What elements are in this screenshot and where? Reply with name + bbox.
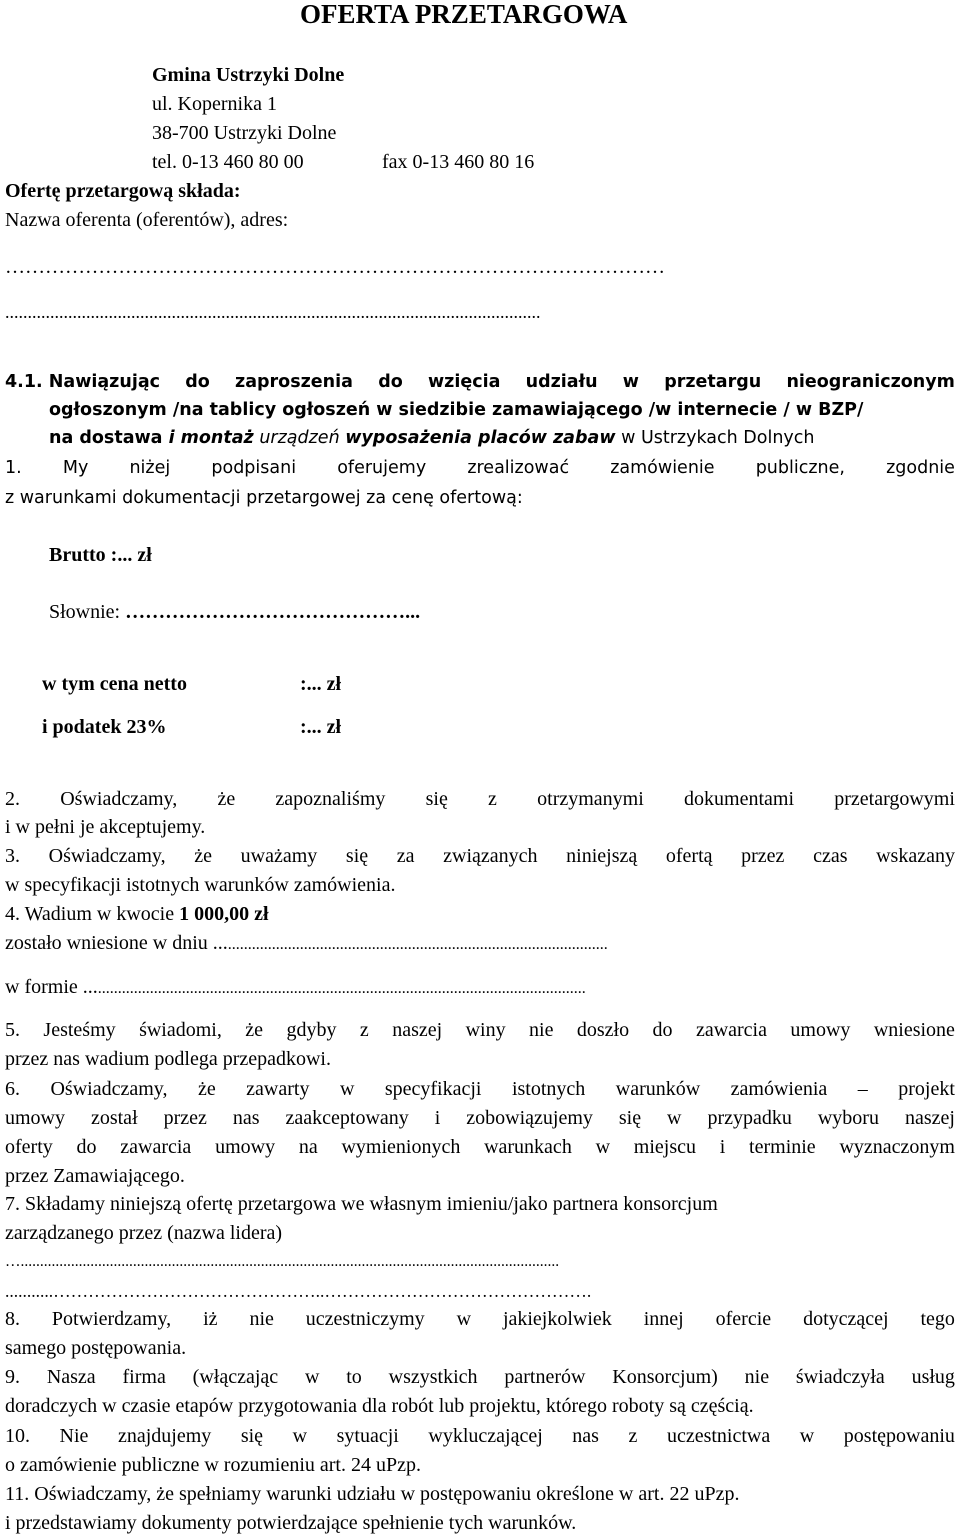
word: My [62, 458, 89, 478]
word: sytuacji [336, 1425, 399, 1447]
word: Jesteśmy [43, 1019, 116, 1041]
word: w [304, 1366, 320, 1388]
price-netto-label: w tym cena netto [42, 673, 187, 695]
paragraph-10-line-2: o zamówienie publiczne w rozumieniu art. 24 uPzp. [5, 1454, 421, 1476]
word: do [378, 372, 403, 392]
word: w [456, 1308, 472, 1330]
word: i [434, 1107, 441, 1129]
word: innej [643, 1308, 684, 1330]
word: 5. [5, 1019, 20, 1041]
paragraph-4-line-3 [5, 975, 586, 1001]
word: Nasza [46, 1366, 96, 1388]
paragraph-1-line-2: z warunkami dokumentacji przetargowej za cenę ofertową: [5, 488, 523, 508]
offeror-heading: Ofertę przetargową składa: [5, 180, 241, 202]
word: że [197, 1078, 216, 1100]
word: warunków [615, 1078, 701, 1100]
paragraph-6-line-3 [5, 1135, 955, 1159]
paragraph-3-line-2: w specyfikacji istotnych warunków zamówienia. [5, 874, 396, 896]
word: przypadku [707, 1107, 792, 1129]
word: nieograniczonym [786, 372, 955, 392]
paragraph-5-line-1 [5, 1018, 955, 1042]
word: się [240, 1425, 264, 1447]
paragraph-7-line-2: zarządzanego przez (nazwa lidera) [5, 1222, 283, 1244]
word: że [245, 1019, 264, 1041]
word: i [719, 1136, 726, 1158]
paragraph-8-line-2: samego postępowania. [5, 1337, 187, 1359]
word: terminie [749, 1136, 816, 1158]
recipient-fax: fax 0-13 460 80 16 [382, 151, 535, 173]
word: umowy [790, 1019, 851, 1041]
word: do [652, 1019, 673, 1041]
word: przez [741, 845, 785, 867]
word: 6. [5, 1078, 20, 1100]
word: partnerów [504, 1366, 586, 1388]
word: nas [232, 1107, 260, 1129]
word: 9. [5, 1366, 20, 1388]
paragraph-11-line-1: 11. Oświadczamy, że spełniamy warunki udziału w postępowaniu określone w art. 22 uPzp. [5, 1483, 740, 1505]
word: miejscu [633, 1136, 696, 1158]
word: uważamy [240, 845, 318, 867]
word: wniesione [873, 1019, 955, 1041]
word: umowy [215, 1136, 276, 1158]
word: wyznaczonym [839, 1136, 955, 1158]
word: specyfikacji [384, 1078, 482, 1100]
word: zamówienie [610, 458, 715, 478]
word: wskazany [876, 845, 955, 867]
word: w [622, 372, 639, 392]
word: wszystkich [388, 1366, 478, 1388]
word: Oświadczamy, [48, 845, 166, 867]
word: niniejszą [566, 845, 638, 867]
paragraph-1-line-1 [5, 456, 955, 480]
word: zawarcia [695, 1019, 767, 1041]
word: uczestniczymy [305, 1308, 425, 1330]
word: ofercie [715, 1308, 772, 1330]
word: z [628, 1425, 638, 1447]
word: Oświadczamy, [60, 788, 178, 810]
word: 10. [5, 1425, 30, 1447]
word: 4.1. Nawiązując [5, 372, 160, 392]
word: się [425, 788, 448, 810]
word: nie [249, 1308, 274, 1330]
word: dotyczącej [803, 1308, 889, 1330]
word: w [339, 1078, 355, 1100]
word: zapoznaliśmy [275, 788, 386, 810]
word: Konsorcjum) [612, 1366, 718, 1388]
word: w [667, 1107, 682, 1129]
price-brutto: Brutto :... zł [49, 544, 152, 566]
word: że [217, 788, 236, 810]
intro-line-1 [5, 370, 955, 394]
word: naszej [392, 1019, 443, 1041]
paragraph-9-line-2: doradczych w czasie etapów przygotowania dla robót lub projektu, którego roboty są częścią. [5, 1395, 754, 1417]
word: został [90, 1107, 138, 1129]
word: związanych [443, 845, 538, 867]
paragraph-4-line-2 [5, 931, 608, 957]
word: istotnych [511, 1078, 586, 1100]
word: się [618, 1107, 642, 1129]
intro-line-3-e: w Ustrzykach Dolnych [615, 428, 815, 448]
word: 2. [5, 788, 20, 810]
word: firma [122, 1366, 166, 1388]
word: w [799, 1425, 815, 1447]
paragraph-3-line-1 [5, 844, 955, 868]
word: zawarcia [120, 1136, 192, 1158]
word: (włączając [192, 1366, 279, 1388]
word: czas [813, 845, 848, 867]
word: wzięcia [427, 372, 501, 392]
word: z [359, 1019, 369, 1041]
paragraph-2-line-1 [5, 787, 955, 811]
word: wykluczającej [428, 1425, 543, 1447]
word: ofertą [665, 845, 713, 867]
price-slownie-dots: ……………………………………... [125, 601, 421, 623]
word: – [857, 1078, 868, 1100]
word: Oświadczamy, [50, 1078, 168, 1100]
word: naszej [904, 1107, 955, 1129]
intro-line-2: ogłoszonym /na tablicy ogłoszeń w siedzibie zamawiającego /w internecie / w BZP/ [49, 400, 864, 420]
paragraph-4-form-label: w formie ... [5, 976, 98, 998]
paragraph-6-line-2 [5, 1106, 955, 1130]
word: przetargu [664, 372, 762, 392]
paragraph-6-line-1 [5, 1077, 955, 1101]
price-vat-value: :... zł [300, 716, 342, 738]
price-vat-label: i podatek 23% [42, 716, 167, 738]
word: gdyby [286, 1019, 337, 1041]
paragraph-8-line-1 [5, 1307, 955, 1331]
recipient-city: 38-700 Ustrzyki Dolne [152, 122, 337, 144]
word: tego [920, 1308, 955, 1330]
word: świadczyła [795, 1366, 885, 1388]
price-slownie-label: Słownie: [49, 601, 121, 623]
intro-line-3-a: na dostawa [49, 428, 169, 448]
word: do [185, 372, 210, 392]
word: przez [163, 1107, 207, 1129]
leader-name-dots-1: …........................................................................................................................................... [5, 1253, 560, 1270]
paragraph-4-date-dots: ............................................................................................... [227, 936, 608, 953]
paragraph-4-date-label: zostało wniesione w dniu ... [5, 932, 228, 954]
paragraph-4-line-1 [5, 902, 269, 926]
word: znajdujemy [117, 1425, 212, 1447]
word: z [488, 788, 497, 810]
paragraph-6-line-4: przez Zamawiającego. [5, 1165, 185, 1187]
word: że [194, 845, 213, 867]
intro-line-3-c: urządzeń [253, 428, 346, 448]
word: otrzymanymi [537, 788, 644, 810]
paragraph-4-form-dots: .......................................................................................................................... [97, 980, 586, 997]
word: Nie [59, 1425, 89, 1447]
word: to [346, 1366, 362, 1388]
word: udziału [525, 372, 598, 392]
word: zamówienia [730, 1078, 828, 1100]
word: wymienionych [341, 1136, 461, 1158]
word: niżej [129, 458, 171, 478]
word: warunkach [484, 1136, 572, 1158]
recipient-name: Gmina Ustrzyki Dolne [152, 64, 345, 86]
price-slownie [49, 600, 420, 624]
word: iż [203, 1308, 218, 1330]
word: za [396, 845, 415, 867]
recipient-street: ul. Kopernika 1 [152, 93, 277, 115]
paragraph-10-line-1 [5, 1424, 955, 1448]
word: w [595, 1136, 611, 1158]
word: publiczne, [755, 458, 845, 478]
word: się [345, 845, 369, 867]
word: winy [465, 1019, 506, 1041]
word: usług [911, 1366, 955, 1388]
paragraph-5-line-2: przez nas wadium podlega przepadkowi. [5, 1048, 331, 1070]
word: podpisani [211, 458, 297, 478]
word: przetargowymi [834, 788, 955, 810]
paragraph-11-line-2: i przedstawiamy dokumenty potwierdzające spełnienie tych warunków. [5, 1512, 577, 1534]
offeror-dots-line-1: ……………………………………………………………………………………… [5, 256, 665, 278]
word: w [292, 1425, 308, 1447]
word: 3. [5, 845, 20, 867]
word: nie [529, 1019, 554, 1041]
word: wyboru [817, 1107, 879, 1129]
paragraph-4-text: 4. Wadium w kwocie [5, 903, 180, 925]
word: Potwierdzamy, [51, 1308, 172, 1330]
word: uczestnictwa [666, 1425, 771, 1447]
word: umowy [5, 1107, 65, 1129]
recipient-tel: tel. 0-13 460 80 00 [152, 151, 304, 173]
word: oferujemy [337, 458, 427, 478]
word: dokumentami [684, 788, 794, 810]
intro-line-3-b: i montaż [168, 428, 254, 448]
intro-line-3-d: wyposażenia placów zabaw [345, 428, 616, 448]
word: oferty [5, 1136, 53, 1158]
word: do [76, 1136, 97, 1158]
page-title: OFERTA PRZETARGOWA [300, 0, 628, 29]
word: doszło [576, 1019, 630, 1041]
word: świadomi, [139, 1019, 222, 1041]
word: nas [572, 1425, 599, 1447]
leader-name-dots-2: ...........………………………………………..………………………………………. [5, 1281, 592, 1301]
paragraph-2-line-2: i w pełni je akceptujemy. [5, 816, 206, 838]
paragraph-9-line-1 [5, 1365, 955, 1389]
word: projekt [898, 1078, 955, 1100]
word: jakiejkolwiek [502, 1308, 612, 1330]
offeror-dots-line-2: ....................................................................................................................... [5, 302, 541, 322]
word: na [298, 1136, 318, 1158]
word: zawarty [246, 1078, 310, 1100]
word: zgodnie [886, 458, 955, 478]
offeror-label: Nazwa oferenta (oferentów), adres: [5, 209, 289, 231]
word: zobowiązujemy [466, 1107, 593, 1129]
wadium-amount: 1 000,00 zł [179, 903, 269, 925]
word: 1. [5, 458, 22, 478]
word: zrealizować [467, 458, 570, 478]
paragraph-7-line-1: 7. Składamy niniejszą ofertę przetargowa we własnym imieniu/jako partnera konsorcjum [5, 1193, 718, 1215]
word: nie [744, 1366, 770, 1388]
word: zaproszenia [235, 372, 353, 392]
intro-line-3 [49, 426, 815, 450]
price-netto-value: :... zł [300, 673, 342, 695]
word: zaakceptowany [285, 1107, 409, 1129]
word: postępowaniu [843, 1425, 955, 1447]
word: 8. [5, 1308, 20, 1330]
